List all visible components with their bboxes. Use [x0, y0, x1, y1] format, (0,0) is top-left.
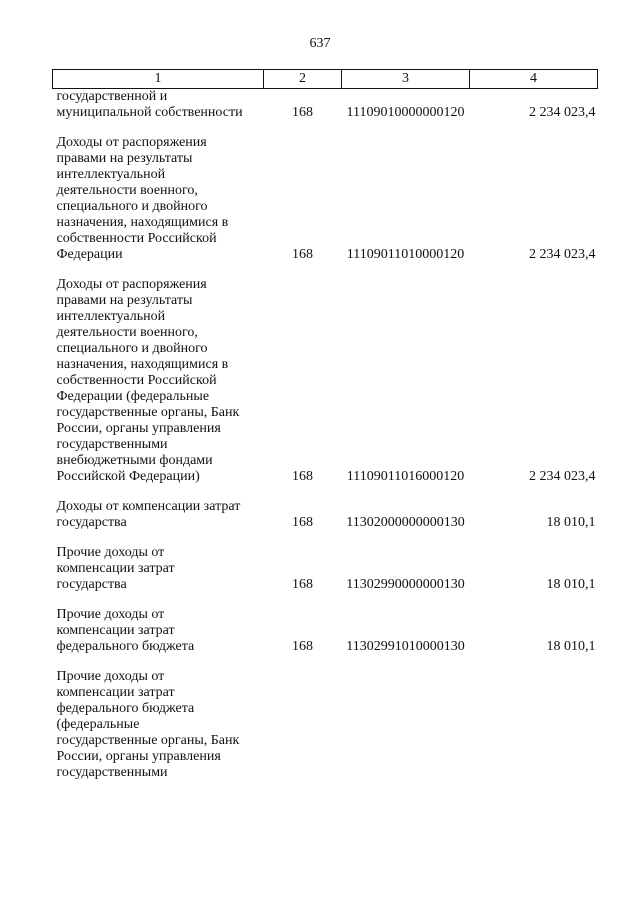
budget-table-container [52, 69, 597, 781]
row-spacer-cell [53, 593, 598, 607]
table-header [53, 70, 598, 89]
income-name-line: деятельности военного, [56, 325, 198, 340]
income-name-cell [53, 277, 264, 485]
income-name-cell [53, 607, 264, 655]
header-col-1: 1 [53, 70, 264, 89]
income-name-line: правами на результаты [56, 293, 193, 308]
income-name-line: Доходы от распоряжения [56, 277, 207, 292]
income-name-line: внебюджетными фондами [56, 453, 213, 468]
row-spacer-cell [53, 531, 598, 545]
income-name-cell [53, 499, 264, 531]
income-name-line: Доходы от распоряжения [56, 135, 207, 150]
income-name-line: России, органы управления [56, 749, 221, 764]
income-name-line: специального и двойного [56, 341, 208, 356]
income-name-cell [53, 135, 264, 263]
income-name-line: Доходы от компенсации затрат [56, 499, 241, 514]
table-row [53, 545, 598, 593]
amount-cell: 18 010,1 [546, 515, 596, 530]
income-name-line: собственности Российской [56, 231, 217, 246]
row-spacer [53, 263, 598, 277]
admin-code-cell: 168 [292, 639, 313, 654]
amount-cell: 2 234 023,4 [529, 469, 596, 484]
table-body [53, 89, 598, 782]
income-name-line: (федеральные [56, 717, 140, 732]
classification-code-cell: 11109011010000120 [346, 247, 465, 262]
income-name-line: Прочие доходы от [56, 669, 165, 684]
income-name-line: назначения, находящимися в [56, 215, 229, 230]
classification-code-cell: 11109011016000120 [346, 469, 465, 484]
income-name-line: компенсации затрат [56, 561, 175, 576]
row-spacer [53, 531, 598, 545]
income-name-line: государственные органы, Банк [56, 733, 240, 748]
admin-code-cell: 168 [292, 577, 313, 592]
income-name-line: федерального бюджета [56, 639, 195, 654]
admin-code-cell: 168 [292, 105, 313, 120]
row-spacer [53, 655, 598, 669]
income-name-cell [53, 669, 264, 781]
amount-cell: 2 234 023,4 [529, 247, 596, 262]
table-row [53, 89, 598, 122]
classification-code-cell: 11302990000000130 [346, 577, 465, 592]
row-spacer-cell [53, 263, 598, 277]
amount-cell [470, 669, 598, 781]
classification-code-cell: 11109010000000120 [346, 105, 465, 120]
classification-code-cell: 11302991010000130 [346, 639, 465, 654]
income-name-line: государственными [56, 765, 168, 780]
income-name-line: компенсации затрат [56, 623, 175, 638]
row-spacer-cell [53, 121, 598, 135]
income-name-line: специального и двойного [56, 199, 208, 214]
table-row [53, 135, 598, 263]
income-name-line: собственности Российской [56, 373, 217, 388]
income-name-cell [53, 545, 264, 593]
row-spacer-cell [53, 485, 598, 499]
classification-code-cell [342, 669, 470, 781]
income-name-line: федерального бюджета [56, 701, 195, 716]
table-row [53, 607, 598, 655]
income-name-line: государственной и [56, 89, 168, 104]
amount-cell: 18 010,1 [546, 577, 596, 592]
row-spacer [53, 485, 598, 499]
header-col-2: 2 [264, 70, 342, 89]
admin-code-cell: 168 [292, 469, 313, 484]
income-name-line: Прочие доходы от [56, 607, 165, 622]
amount-cell: 2 234 023,4 [529, 105, 596, 120]
income-name-line: интеллектуальной [56, 167, 166, 182]
income-name-line: Российской Федерации) [56, 469, 200, 484]
admin-code-cell: 168 [292, 247, 313, 262]
table-row [53, 277, 598, 485]
income-name-line: муниципальной собственности [56, 105, 243, 120]
table-row [53, 499, 598, 531]
classification-code-cell: 11302000000000130 [346, 515, 465, 530]
income-name-line: государственными [56, 437, 168, 452]
header-col-4: 4 [470, 70, 598, 89]
row-spacer [53, 121, 598, 135]
income-name-line: интеллектуальной [56, 309, 166, 324]
income-name-line: правами на результаты [56, 151, 193, 166]
budget-table [52, 69, 598, 781]
income-name-line: России, органы управления [56, 421, 221, 436]
header-col-3: 3 [342, 70, 470, 89]
admin-code-cell: 168 [292, 515, 313, 530]
income-name-line: назначения, находящимися в [56, 357, 229, 372]
income-name-line: государства [56, 577, 127, 592]
table-row [53, 669, 598, 781]
income-name-line: компенсации затрат [56, 685, 175, 700]
income-name-line: Прочие доходы от [56, 545, 165, 560]
income-name-line: государства [56, 515, 127, 530]
header-row [53, 70, 598, 89]
row-spacer-cell [53, 655, 598, 669]
page-number: 637 [309, 36, 331, 51]
row-spacer [53, 593, 598, 607]
income-name-line: деятельности военного, [56, 183, 198, 198]
admin-code-cell [264, 669, 342, 781]
income-name-line: Федерации (федеральные [56, 389, 210, 404]
income-name-cell [53, 89, 264, 122]
income-name-line: Федерации [56, 247, 123, 262]
amount-cell: 18 010,1 [546, 639, 596, 654]
income-name-line: государственные органы, Банк [56, 405, 240, 420]
